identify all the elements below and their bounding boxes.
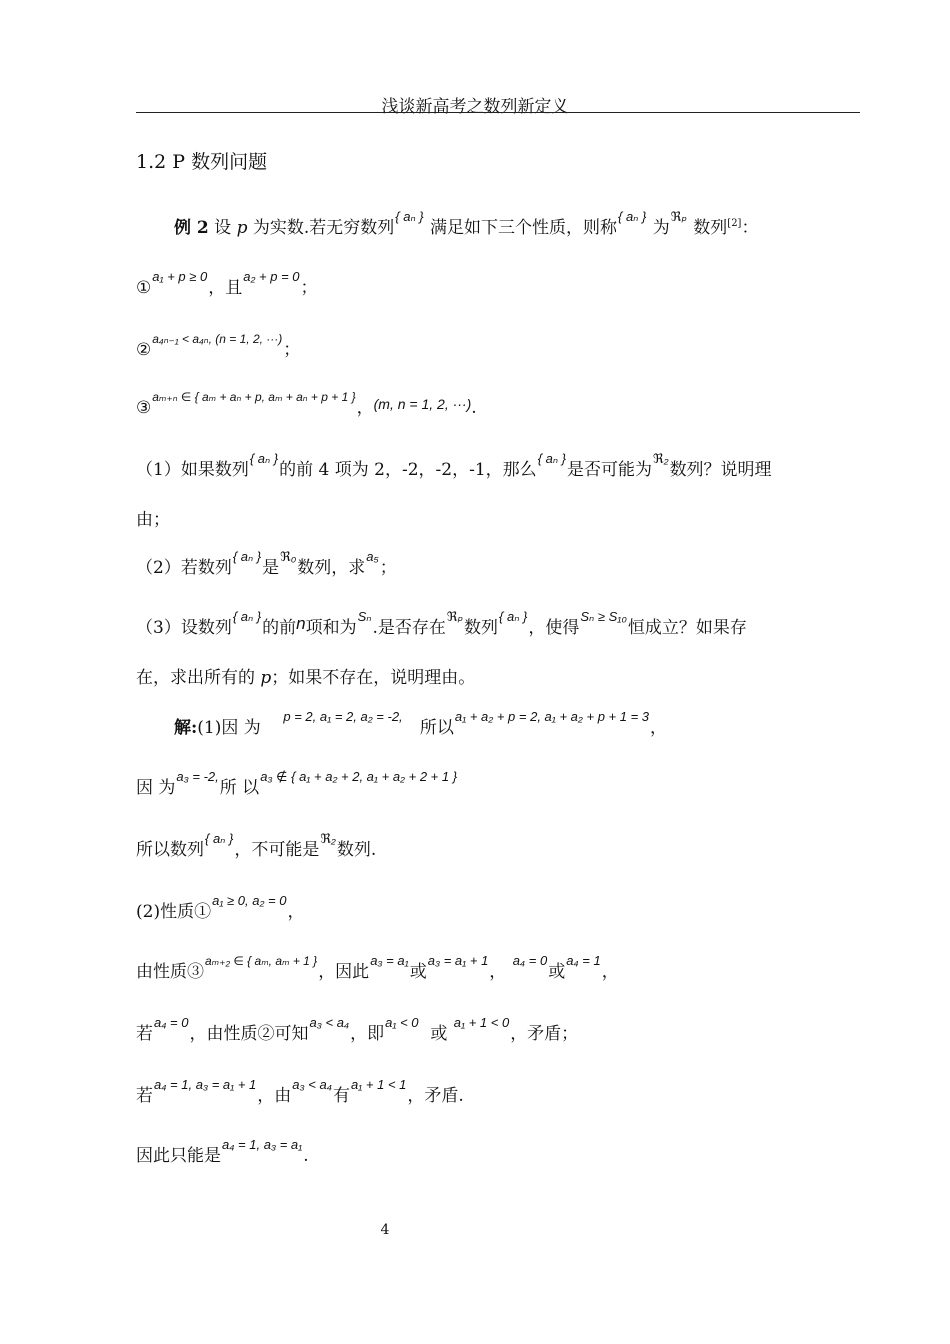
citation: [2] xyxy=(727,218,742,229)
example-intro: 例 2 设 p 为实数.若无穷数列{ aₙ } 满足如下三个性质，则称{ aₙ } 为ℜₚ 数列[2]： xyxy=(174,212,758,241)
example-label: 例 2 xyxy=(174,218,209,238)
question-1: （1）如果数列{ aₙ }的前 4 项为 2，-2，-2，-1，那么{ aₙ }是否可能为ℜ₂数列？说明理 xyxy=(136,451,772,480)
seq-an: { aₙ } xyxy=(618,209,647,224)
header-rule xyxy=(136,112,860,113)
running-header: 浅谈新高考之数列新定义 xyxy=(381,97,569,117)
solution-line-4: (2)性质①a₁ ≥ 0, a₂ = 0， xyxy=(136,893,305,922)
solution-line-6: 若a₄ = 0，由性质②可知a₃ < a₄，即a₁ < 0 或 a₁ + 1 < 0，矛盾； xyxy=(136,1015,579,1044)
question-2: （2）若数列{ aₙ }是ℜ₀数列，求a₅； xyxy=(136,549,397,578)
solution-line-1: 解:(1)因 为 p = 2, a₁ = 2, a₂ = -2, 所以a₁ + a₂ + p = 2, a₁ + a₂ + p + 1 = 3， xyxy=(174,709,668,738)
question-3-cont: 在，求出所有的 p；如果不存在，说明理由。 xyxy=(136,668,476,688)
question-3: （3）设数列{ aₙ }的前n项和为Sₙ.是否存在ℜₚ数列{ aₙ }，使得Sₙ ≥ S₁₀恒成立？如果存 xyxy=(136,609,747,638)
seq-an: { aₙ } xyxy=(395,209,424,224)
question-1-cont: 由； xyxy=(136,510,170,530)
solution-line-7: 若a₄ = 1, a₃ = a₁ + 1，由a₃ < a₄有a₁ + 1 < 1，矛盾. xyxy=(136,1077,464,1106)
page-number: 4 xyxy=(380,1222,390,1238)
property-2: ②a₄ₙ₋₁ < a₄ₙ, (n = 1, 2, ···)； xyxy=(136,332,301,360)
r-p: ℜₚ xyxy=(670,209,687,224)
solution-line-8: 因此只能是a₄ = 1, a₃ = a₁. xyxy=(136,1137,309,1166)
section-title: 1.2 P 数列问题 xyxy=(136,151,268,173)
property-1: ①a₁ + p ≥ 0，且a₂ + p = 0； xyxy=(136,269,318,298)
solution-label: 解: xyxy=(174,718,198,738)
solution-line-2: 因 为a₃ = -2,所 以a₃ ∉ { a₁ + a₂ + 2, a₁ + a₂ + 2 + 1 } xyxy=(136,769,458,798)
solution-line-5: 由性质③aₘ₊₂ ∈ { aₘ, aₘ + 1 }，因此a₃ = a₁或a₃ = a₁ + 1， a₄ = 0或a₄ = 1， xyxy=(136,953,619,982)
solution-line-3: 所以数列{ aₙ }，不可能是ℜ₂数列. xyxy=(136,831,377,860)
property-3: ③aₘ₊ₙ ∈ { aₘ + aₙ + p, aₘ + aₙ + p + 1 }，(m, n = 1, 2, ···). xyxy=(136,390,477,418)
